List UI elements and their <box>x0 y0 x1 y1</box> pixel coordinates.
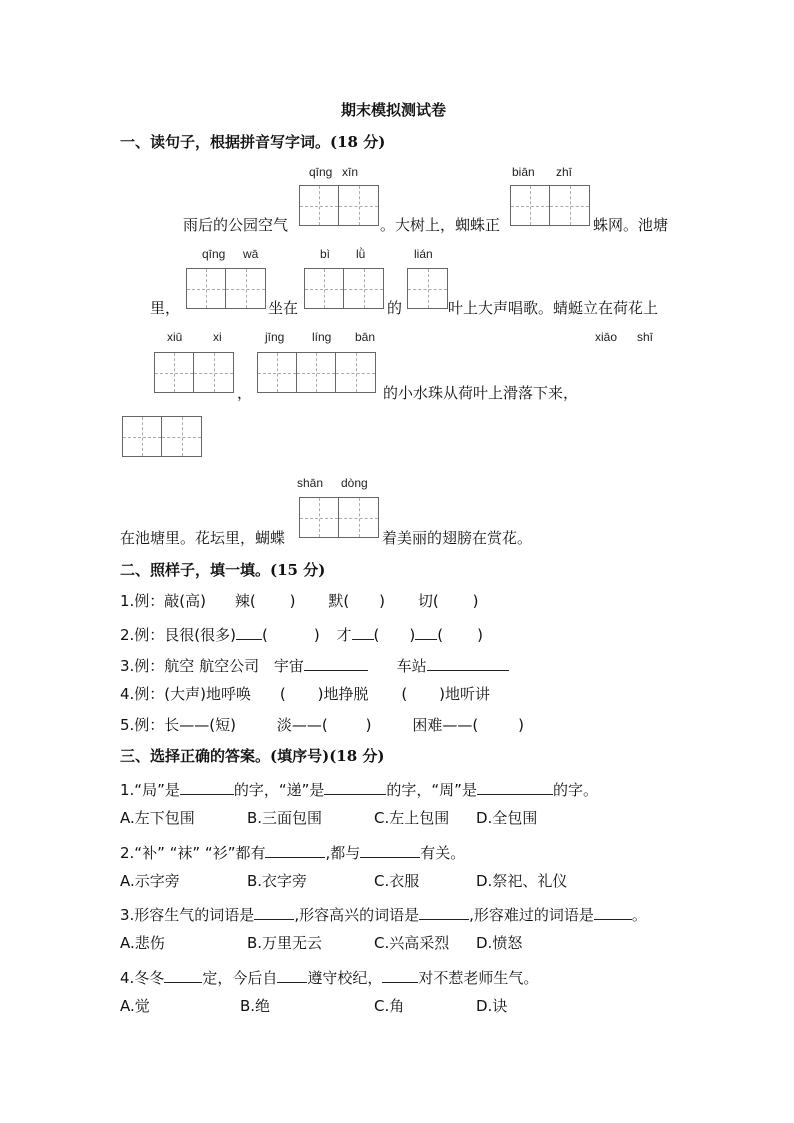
option-a: A.悲伤 <box>120 934 165 952</box>
question-2-3: 3.例：航空 航空公司 宇宙 车站 <box>120 656 509 674</box>
pinyin-label: xiū <box>167 330 183 344</box>
option-a: A.觉 <box>120 997 150 1015</box>
answer-blank[interactable] <box>324 780 386 795</box>
option-d: D.愤怒 <box>476 934 523 952</box>
answer-blank[interactable] <box>180 780 234 795</box>
page-title: 期末模拟测试卷 <box>341 101 447 119</box>
option-c: C.左上包围 <box>374 809 450 827</box>
option-c: C.角 <box>374 997 405 1015</box>
answer-blank[interactable] <box>382 968 418 983</box>
section-2-heading: 二、照样子，填一填。(15 分) <box>120 561 326 579</box>
answer-grid-xiaoshi[interactable] <box>122 416 202 457</box>
answer-blank[interactable] <box>236 625 262 640</box>
pinyin-label: shī <box>637 330 654 344</box>
sentence-text: 。大树上，蜘蛛正 <box>380 216 501 234</box>
answer-grid-qingxin[interactable] <box>299 185 379 226</box>
sentence-text: ， <box>237 384 253 402</box>
answer-grid-bilu[interactable] <box>304 268 384 309</box>
question-3-2: 2.“补” “袜” “衫”都有 ,都与 有关。 <box>120 844 466 862</box>
option-d: D.诀 <box>476 997 508 1015</box>
pinyin-label: lǜ <box>356 247 366 261</box>
pinyin-label: líng <box>312 330 332 344</box>
answer-grid-jinglingban[interactable] <box>257 352 376 393</box>
answer-blank[interactable] <box>254 905 294 920</box>
sentence-text: 蛛网。池塘 <box>593 216 669 234</box>
pinyin-label: zhī <box>556 165 573 179</box>
answer-blank[interactable] <box>427 656 509 671</box>
sentence-text: 叶上大声唱歌。蜻蜓立在荷花上 <box>448 299 659 317</box>
pinyin-label: dòng <box>341 476 368 490</box>
question-3-3: 3.形容生气的词语是 ,形容高兴的词语是 ,形容难过的词语是 。 <box>120 906 647 924</box>
option-c: C.衣服 <box>374 872 420 890</box>
pinyin-label: biān <box>512 165 535 179</box>
sentence-text: 里， <box>150 299 181 317</box>
option-d: D.全包围 <box>476 809 538 827</box>
sentence-text: 着美丽的翅膀在赏花。 <box>382 529 533 547</box>
option-a: A.左下包围 <box>120 809 195 827</box>
pinyin-label: xīn <box>342 165 359 179</box>
answer-blank[interactable] <box>265 843 325 858</box>
pinyin-label: bān <box>355 330 376 344</box>
pinyin-label: shān <box>297 476 324 490</box>
option-a: A.示字旁 <box>120 872 180 890</box>
answer-grid-qingwa[interactable] <box>186 268 266 309</box>
pinyin-label: bì <box>320 247 331 261</box>
question-2-1: 1.例：敲(高) 辣( ) 默( ) 切( ) <box>120 592 479 610</box>
sentence-text: 的小水珠从荷叶上滑落下来， <box>383 384 579 402</box>
question-2-5: 5.例：长——(短) 淡——( ) 困难——( ) <box>120 716 525 734</box>
answer-grid-xiuxi[interactable] <box>154 352 234 393</box>
answer-grid-shandong[interactable] <box>299 497 379 538</box>
question-3-1: 1.“局”是 的字，“递”是 的字，“周”是 的字。 <box>120 781 598 799</box>
question-2-2: 2.例：艮很(很多) ( ) 才 ( ) ( ) <box>120 626 483 644</box>
pinyin-label: wā <box>243 247 259 261</box>
option-b: B.三面包围 <box>247 809 323 827</box>
answer-grid-bianzhi[interactable] <box>510 185 590 226</box>
question-2-4: 4.例：(大声)地呼唤 ( )地挣脱 ( )地听讲 <box>120 685 491 703</box>
option-b: B.万里无云 <box>247 934 323 952</box>
answer-blank[interactable] <box>304 656 368 671</box>
pinyin-label: qīng <box>202 247 226 261</box>
pinyin-label: qīng <box>309 165 333 179</box>
answer-blank[interactable] <box>477 780 553 795</box>
sentence-text: 的 <box>387 299 403 317</box>
section-1-heading: 一、读句子，根据拼音写字词。(18 分) <box>120 133 386 151</box>
answer-blank[interactable] <box>352 625 374 640</box>
answer-blank[interactable] <box>594 905 632 920</box>
sentence-text: 坐在 <box>268 299 299 317</box>
answer-grid-lian[interactable] <box>407 268 448 309</box>
answer-blank[interactable] <box>360 843 420 858</box>
question-3-4: 4.冬冬 定，今后自 遵守校纪， 对不惹老师生气。 <box>120 969 539 987</box>
option-b: B.衣字旁 <box>247 872 308 890</box>
sentence-text: 在池塘里。花坛里，蝴蝶 <box>120 529 286 547</box>
answer-blank[interactable] <box>419 905 469 920</box>
answer-blank[interactable] <box>277 968 307 983</box>
sentence-text: 雨后的公园空气 <box>183 216 289 234</box>
section-3-heading: 三、选择正确的答案。(填序号)(18 分) <box>120 747 385 765</box>
answer-blank[interactable] <box>164 968 202 983</box>
pinyin-label: jīng <box>265 330 285 344</box>
option-b: B.绝 <box>240 997 271 1015</box>
pinyin-label: xi <box>213 330 222 344</box>
answer-blank[interactable] <box>415 625 437 640</box>
pinyin-label: lián <box>414 247 433 261</box>
pinyin-label: xiāo <box>595 330 618 344</box>
option-c: C.兴高采烈 <box>374 934 450 952</box>
option-d: D.祭祀、礼仪 <box>476 872 568 890</box>
